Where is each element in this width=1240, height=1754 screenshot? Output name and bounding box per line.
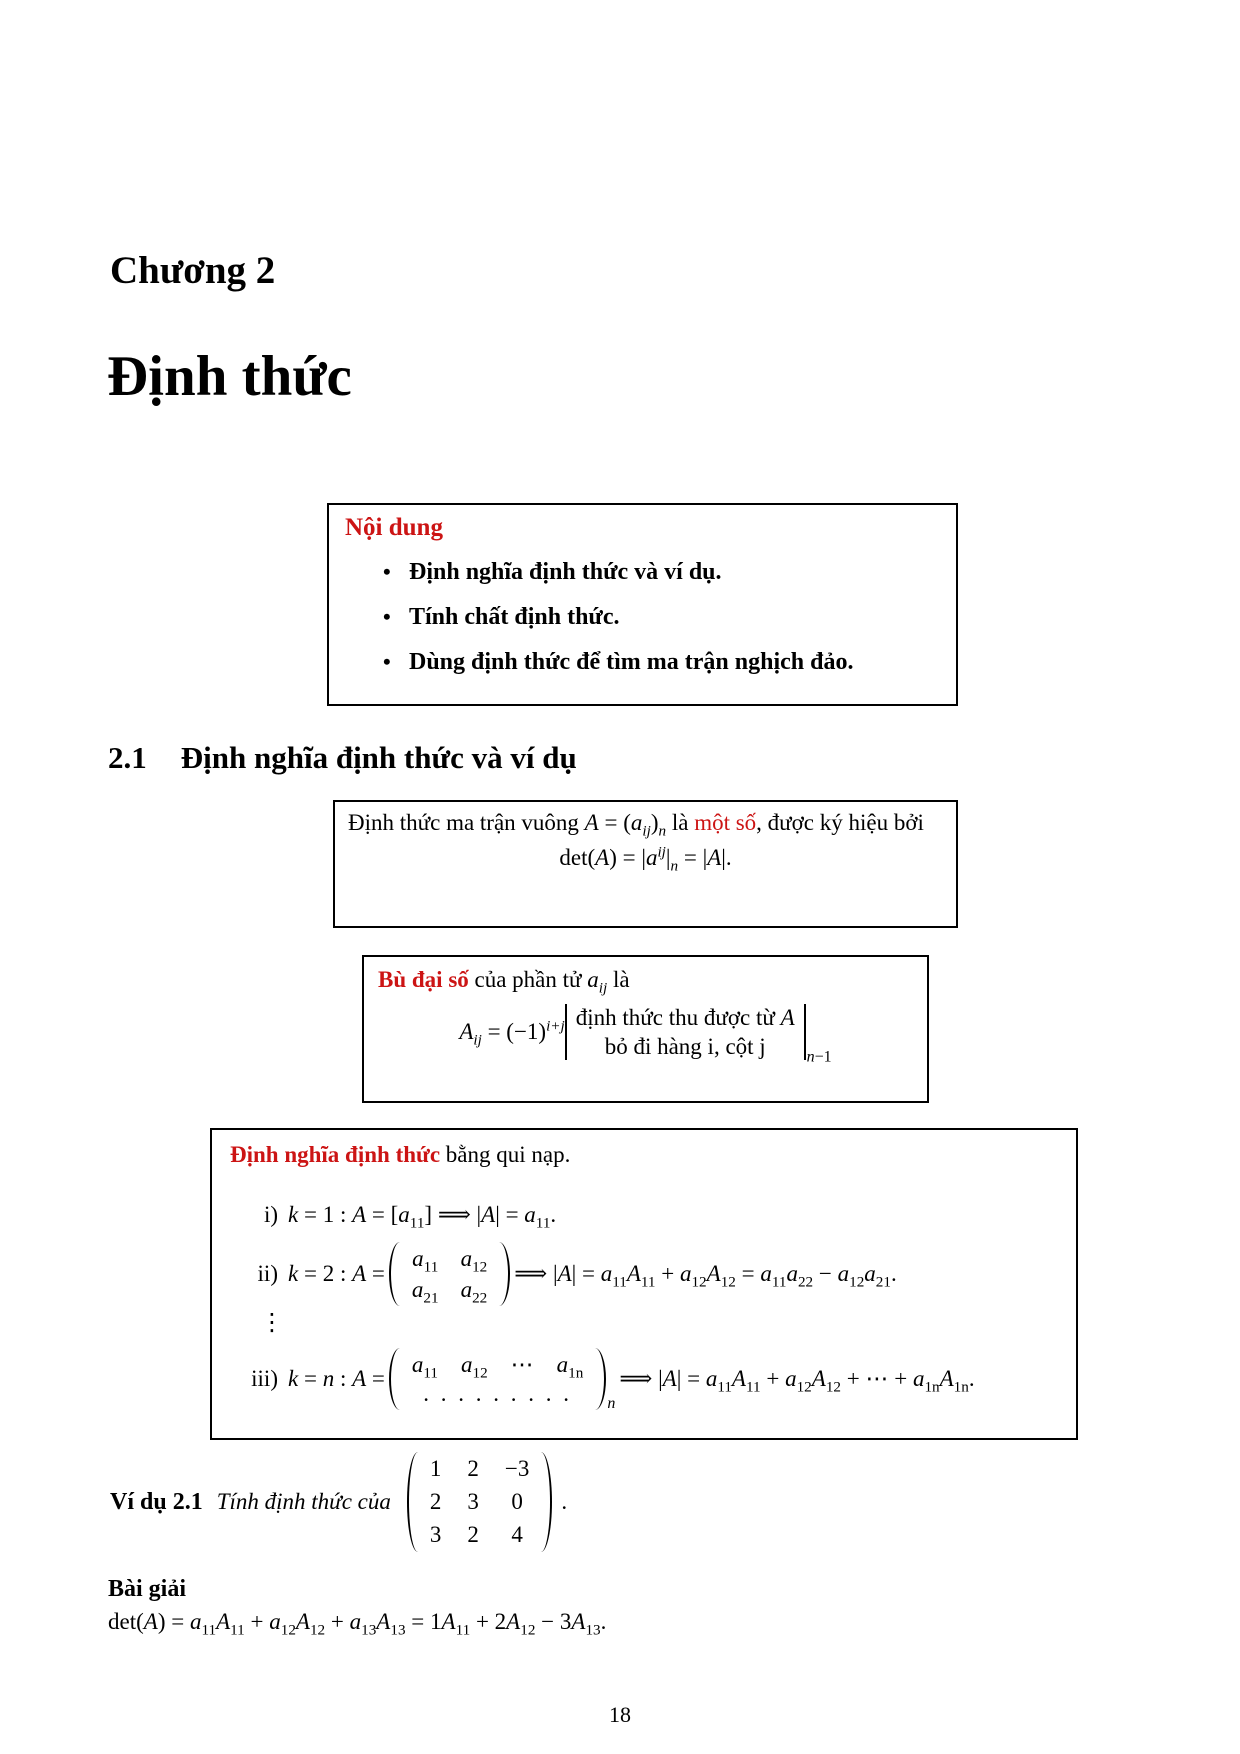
section-heading	[108, 740, 577, 776]
cofactor-inner-line1: định thức thu được từ A	[575, 1005, 795, 1030]
definition-intro: Định thức ma trận vuông $A = (a_{ij})_n$ là một số, được ký hiệu bởi	[348, 810, 924, 840]
bullet-icon: •	[383, 559, 391, 584]
solution-line: $\det(A) = a_{11}A_{11} + a_{12}A_{12} + a_{13}A_{13} = 1A_{11} + 2A_{12} - 3A_{13}$.	[108, 1609, 607, 1639]
toc-item-label: Dùng định thức để tìm ma trận nghịch đảo.	[409, 649, 854, 675]
item-label: iii)	[251, 1366, 278, 1391]
cofactor-inner-text	[567, 1003, 804, 1061]
item-math-pre: k = 2 : A =	[288, 1261, 385, 1286]
example-prompt: Tính định thức của	[216, 1489, 391, 1514]
induction-item-ii	[230, 1242, 1058, 1306]
example-matrix	[407, 1452, 552, 1552]
item-math-pre: k = n : A =	[288, 1366, 385, 1391]
determinant-bar-right	[804, 1004, 806, 1060]
item-math-post: ⟹ $|A| = a_{11}A_{11} + a_{12}A_{12}$ + ⋯ + $a_{1n}A_{1n}$.	[619, 1366, 975, 1396]
section-number: 2.1	[108, 740, 147, 775]
item-label: ii)	[257, 1261, 278, 1286]
matrix-paren-right	[593, 1348, 606, 1410]
toc-item-label: Tính chất định thức.	[409, 604, 620, 630]
cofactor-inner-line2: bỏ đi hàng i, cột j	[604, 1034, 766, 1059]
cofactor-subscript: n−1	[806, 1048, 832, 1066]
toc-item	[383, 557, 940, 587]
matrix-paren-right	[539, 1452, 552, 1552]
solution-label: Bài giải	[108, 1576, 187, 1602]
solution-block	[108, 1574, 606, 1637]
induction-lead: Định nghĩa định thức bằng qui nạp.	[230, 1142, 571, 1167]
definition-box	[333, 800, 958, 928]
matrix-2x2	[389, 1242, 510, 1306]
matrix-grid: $a_{11}$ $a_{12}$ $a_{21}$ $a_{22}$	[411, 1246, 488, 1307]
vertical-dots: ⋮	[260, 1310, 284, 1336]
induction-box	[210, 1128, 1078, 1440]
example-period: .	[561, 1489, 568, 1514]
chapter-kicker: Chương 2	[110, 249, 276, 292]
bullet-icon: •	[383, 604, 391, 629]
induction-item-i	[230, 1200, 1058, 1230]
cofactor-box	[362, 955, 929, 1103]
matrix-n-body	[402, 1348, 593, 1410]
toc-box	[327, 503, 958, 706]
item-label: i)	[263, 1202, 278, 1227]
induction-item-iii	[230, 1348, 1058, 1410]
toc-item	[383, 602, 940, 632]
toc-item-label: Định nghĩa định thức và ví dụ.	[409, 559, 722, 585]
toc-title: Nội dung	[345, 514, 443, 541]
bullet-icon: •	[383, 649, 391, 674]
definition-equation: $\det(A) = |a^{ij}|_n = |A|$.	[559, 843, 732, 875]
matrix-paren-left	[407, 1452, 420, 1552]
page-number: 18	[609, 1702, 631, 1727]
item-math-post: ⟹ $|A| = a_{11}A_{11} + a_{12}A_{12} = a_{11}a_{22} - a_{12}a_{21}$.	[514, 1261, 897, 1291]
cofactor-lhs: $A_{ij} = (-1)^{i+j}$	[459, 1017, 565, 1049]
item-math: k = 1 : $A = [a_{11}]$ ⟹ $|A| = a_{11}$.	[288, 1202, 557, 1232]
chapter-title: Định thức	[107, 345, 352, 408]
section-title: Định nghĩa định thức và ví dụ	[180, 740, 577, 775]
matrix-paren-left	[389, 1242, 402, 1306]
matrix-n-subscript: n	[607, 1395, 616, 1412]
cofactor-formula	[378, 1003, 913, 1066]
example-label: Ví dụ 2.1	[110, 1488, 203, 1515]
matrix-n-row1: $a_{11}$ $a_{12}$ ⋯ $a_{1n}$	[411, 1352, 584, 1382]
matrix-n	[389, 1348, 615, 1410]
matrix-paren-right	[497, 1242, 510, 1306]
cofactor-lead: Bù đại số của phần tử $a_{ij}$ là	[378, 967, 630, 997]
matrix-paren-left	[389, 1348, 402, 1410]
toc-item	[383, 647, 940, 677]
example-row	[110, 1452, 567, 1552]
matrix-grid: 1 2 −3 2 3 0 3 2 4	[429, 1456, 530, 1547]
matrix-n-dots-row: . . . . . . . . .	[423, 1381, 572, 1406]
